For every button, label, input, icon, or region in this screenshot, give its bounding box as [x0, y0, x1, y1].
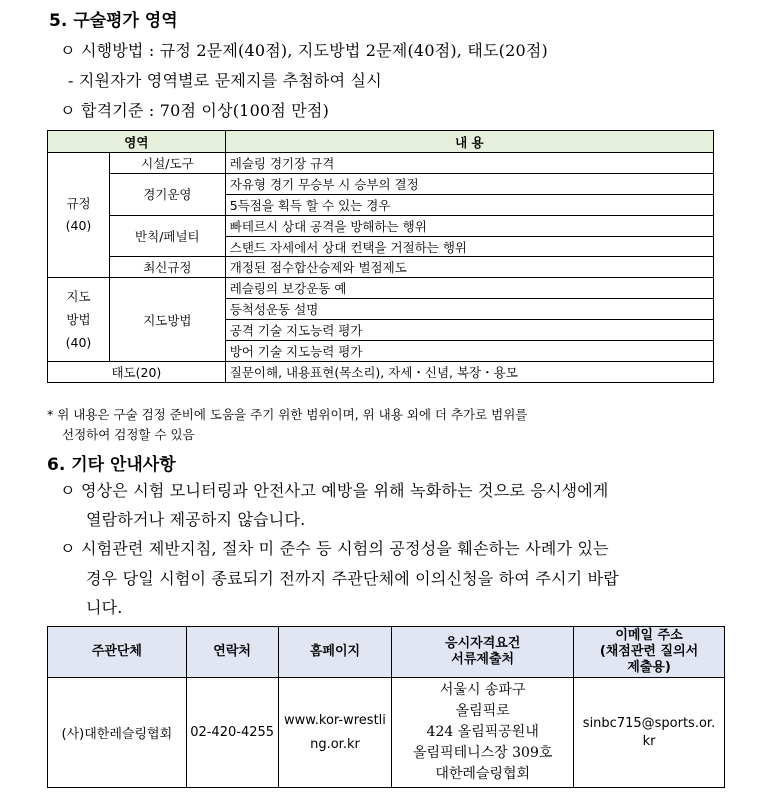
pass-criteria-bullet: ㅇ 합격기준 : 70점 이상(100점 만점)	[60, 101, 330, 120]
section-5-heading: 5. 구술평가 영역	[49, 11, 178, 31]
row-foul-2: 스탠드 자세에서 상대 컨택을 거절하는 행위	[225, 236, 713, 257]
scope-note-line-2: 선정하여 검정할 수 있음	[62, 427, 195, 442]
address-line-1: 서울시 송파구	[439, 682, 526, 698]
scope-note-line-1: * 위 내용은 구술 검정 준비에 도움을 주기 위한 범위이며, 위 내용 외에 더 추가로 범위를	[47, 407, 528, 422]
group-attitude: 태도(20)	[48, 361, 226, 382]
sub-facility: 시설/도구	[109, 153, 225, 174]
email-line-2: kr	[642, 733, 656, 749]
row-operation-2: 5득점을 획득 할 수 있는 경우	[225, 194, 713, 215]
row-latest: 개정된 점수합산승제와 벌점제도	[225, 257, 713, 278]
row-operation-1: 자유형 경기 무승부 시 승부의 결정	[225, 173, 713, 194]
header-docs-line-2: 서류제출처	[451, 652, 515, 667]
homepage-line-2: ng.or.kr	[310, 736, 360, 752]
sub-latest: 최신규정	[109, 257, 225, 278]
row-coaching-1: 레슬링의 보강운동 예	[225, 278, 713, 299]
recording-notice-line-1: ㅇ 영상은 시험 모니터링과 안전사고 예방을 위해 녹화하는 것으로 응시생에게	[60, 481, 609, 500]
group-rules-label: 규정	[66, 196, 91, 212]
email-line-1: sinbc715@sports.or.	[582, 715, 716, 731]
homepage-url[interactable]	[278, 678, 392, 788]
objection-notice-line-2: 경우 당일 시험이 종료되기 전까지 주관단체에 이의신청을 하여 주시기 바랍	[86, 569, 619, 588]
section-6-heading: 6. 기타 안내사항	[47, 455, 176, 475]
sub-coaching: 지도방법	[109, 278, 225, 362]
header-email-line-3: 제출용)	[627, 660, 671, 675]
group-coaching-label-2: 방법	[66, 312, 91, 328]
organization-name: (사)대한레슬링협회	[48, 678, 187, 788]
address-line-5: 대한레슬링협회	[435, 766, 531, 782]
homepage-line-1: www.kor-wrestli	[284, 712, 386, 728]
row-foul-1: 빠테르시 상대 공격을 방해하는 행위	[225, 215, 713, 236]
row-facility: 레슬링 경기장 규격	[225, 153, 713, 174]
contact-phone[interactable]: 02-420-4255	[186, 678, 278, 788]
group-rules-points: (40)	[65, 218, 92, 234]
exam-method-bullet: ㅇ 시행방법 : 규정 2문제(40점), 지도방법 2문제(40점), 태도(20점)	[60, 41, 548, 60]
group-rules	[48, 153, 110, 278]
address-line-4: 올림픽테니스장 309호	[413, 745, 553, 761]
header-homepage: 홈페이지	[278, 627, 392, 678]
sub-foul: 반칙/페널티	[109, 215, 225, 257]
group-coaching-points: (40)	[65, 335, 92, 351]
header-docs-line-1: 응시자격요건	[445, 636, 521, 651]
exam-method-subnote: - 지원자가 영역별로 문제지를 추첨하여 실시	[68, 71, 382, 90]
row-attitude: 질문이해, 내용표현(목소리), 자세・신념, 복장・용모	[225, 361, 713, 382]
submission-address	[392, 678, 574, 788]
address-line-2: 올림픽로	[455, 703, 510, 719]
header-area: 영역	[48, 131, 226, 153]
oral-exam-area-table	[47, 130, 714, 383]
objection-notice-line-1: ㅇ 시험관련 제반지침, 절차 미 준수 등 시험의 공정성을 훼손하는 사례가 있는	[60, 539, 609, 558]
sub-operation: 경기운영	[109, 173, 225, 215]
row-coaching-3: 공격 기술 지도능력 평가	[225, 320, 713, 341]
header-document-submission	[392, 627, 574, 678]
email-address[interactable]	[574, 678, 725, 788]
recording-notice-line-2: 열람하거나 제공하지 않습니다.	[86, 510, 306, 529]
contact-info-table	[47, 626, 725, 788]
header-content: 내 용	[225, 131, 713, 153]
group-coaching-label-1: 지도	[66, 289, 91, 305]
group-coaching	[48, 278, 110, 362]
address-line-3: 424 올림픽공원내	[426, 724, 539, 740]
header-organization: 주관단체	[48, 627, 187, 678]
header-email	[574, 627, 725, 678]
header-email-line-2: (채점관련 질의서	[599, 644, 699, 659]
header-email-line-1: 이메일 주소	[615, 628, 683, 643]
row-coaching-4: 방어 기술 지도능력 평가	[225, 341, 713, 362]
row-coaching-2: 등척성운동 설명	[225, 299, 713, 320]
objection-notice-line-3: 니다.	[86, 598, 123, 617]
header-contact: 연락처	[186, 627, 278, 678]
